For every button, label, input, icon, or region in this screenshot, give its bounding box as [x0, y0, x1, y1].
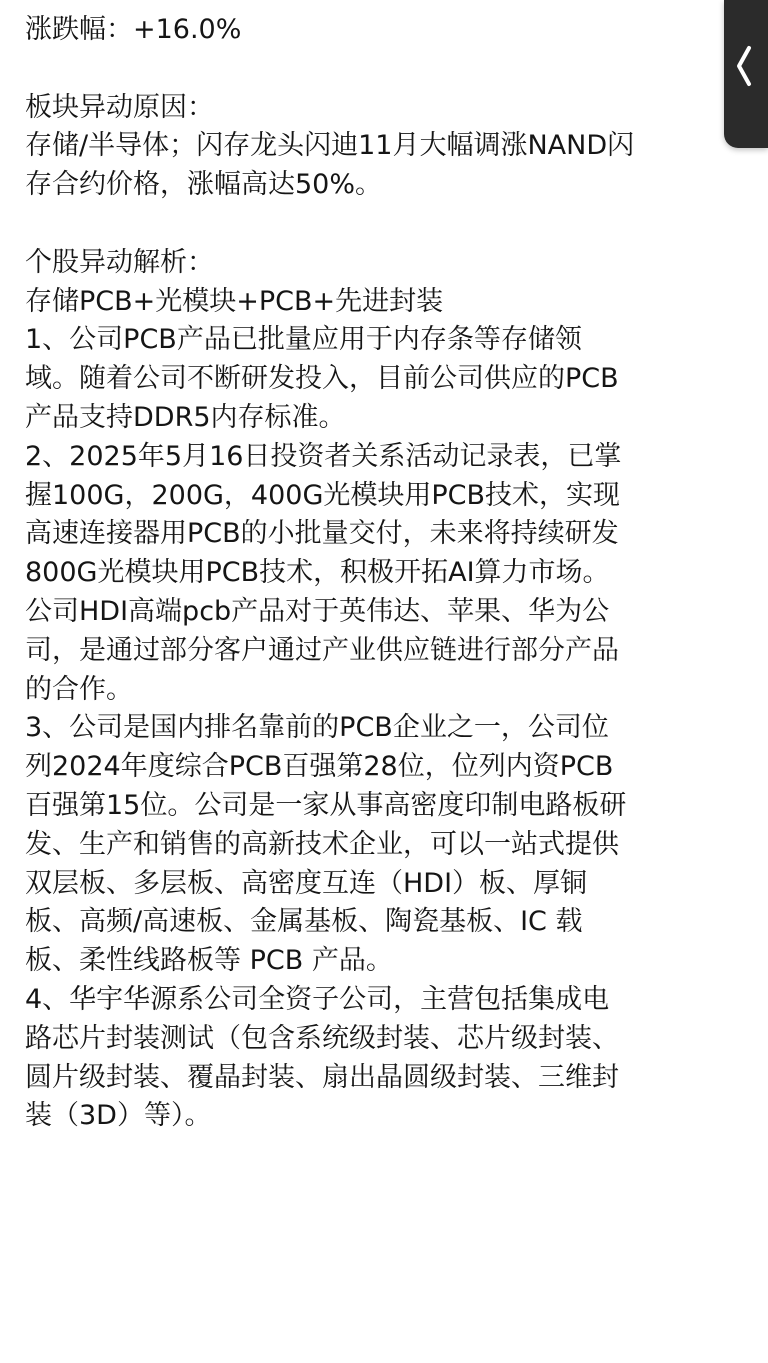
- text-line: 板、柔性线路板等 PCB 产品。: [25, 945, 393, 977]
- stock-analysis-heading: 个股异动解析：: [25, 246, 214, 278]
- spacer: [25, 205, 747, 244]
- text-line: 握100G，200G，400G光模块用PCB技术，实现: [25, 479, 621, 511]
- text-line: 双层板、多层板、高密度互连（HDI）板、厚铜: [25, 867, 588, 899]
- text-line: 列2024年度综合PCB百强第28位，位列内资PCB: [25, 751, 614, 783]
- text-line: 百强第15位。公司是一家从事高密度印制电路板研: [25, 789, 627, 821]
- text-line: 2、2025年5月16日投资者关系活动记录表，已掌: [25, 440, 622, 472]
- text-line: 存储/半导体；闪存龙头闪迪11月大幅调涨NAND闪: [25, 130, 635, 162]
- text-line: 的合作。: [25, 673, 133, 705]
- text-line: 板、高频/高速板、金属基板、陶瓷基板、IC 载: [25, 906, 583, 938]
- sector-reason-text: [25, 127, 747, 205]
- text-line: 司，是通过部分客户通过产业供应链进行部分产品: [25, 634, 619, 666]
- analysis-item-1: [25, 321, 747, 437]
- sector-reason-heading: 板块异动原因：: [25, 91, 214, 123]
- text-line: 域。随着公司不断研发投入，目前公司供应的PCB: [25, 363, 619, 395]
- analysis-item-2: [25, 438, 747, 710]
- text-line: 圆片级封装、覆晶封装、扇出晶圆级封装、三维封: [25, 1061, 619, 1093]
- text-line: 装（3D）等）。: [25, 1100, 212, 1132]
- back-button[interactable]: [724, 0, 768, 148]
- text-line: 高速连接器用PCB的小批量交付，未来将持续研发: [25, 518, 619, 550]
- article-body: [25, 11, 747, 1136]
- text-line: 1、公司PCB产品已批量应用于内存条等存储领: [25, 324, 582, 356]
- text-line: 存合约价格，涨幅高达50%。: [25, 169, 383, 201]
- analysis-item-4: [25, 981, 747, 1136]
- analysis-item-3: [25, 709, 747, 981]
- text-line: 3、公司是国内排名靠前的PCB企业之一，公司位: [25, 712, 609, 744]
- text-line: 4、华宇华源系公司全资子公司，主营包括集成电: [25, 983, 610, 1015]
- text-line: 800G光模块用PCB技术，积极开拓AI算力市场。: [25, 557, 610, 589]
- concept-tags: 存储PCB+光模块+PCB+先进封装: [25, 285, 444, 317]
- spacer: [25, 50, 747, 89]
- text-line: 产品支持DDR5内存标准。: [25, 401, 346, 433]
- change-line: 涨跌幅：+16.0%: [25, 14, 242, 45]
- text-line: 路芯片封装测试（包含系统级封装、芯片级封装、: [25, 1022, 619, 1054]
- chevron-left-icon: [734, 44, 754, 88]
- text-line: 发、生产和销售的高新技术企业，可以一站式提供: [25, 828, 619, 860]
- text-line: 公司HDI高端pcb产品对于英伟达、苹果、华为公: [25, 595, 610, 627]
